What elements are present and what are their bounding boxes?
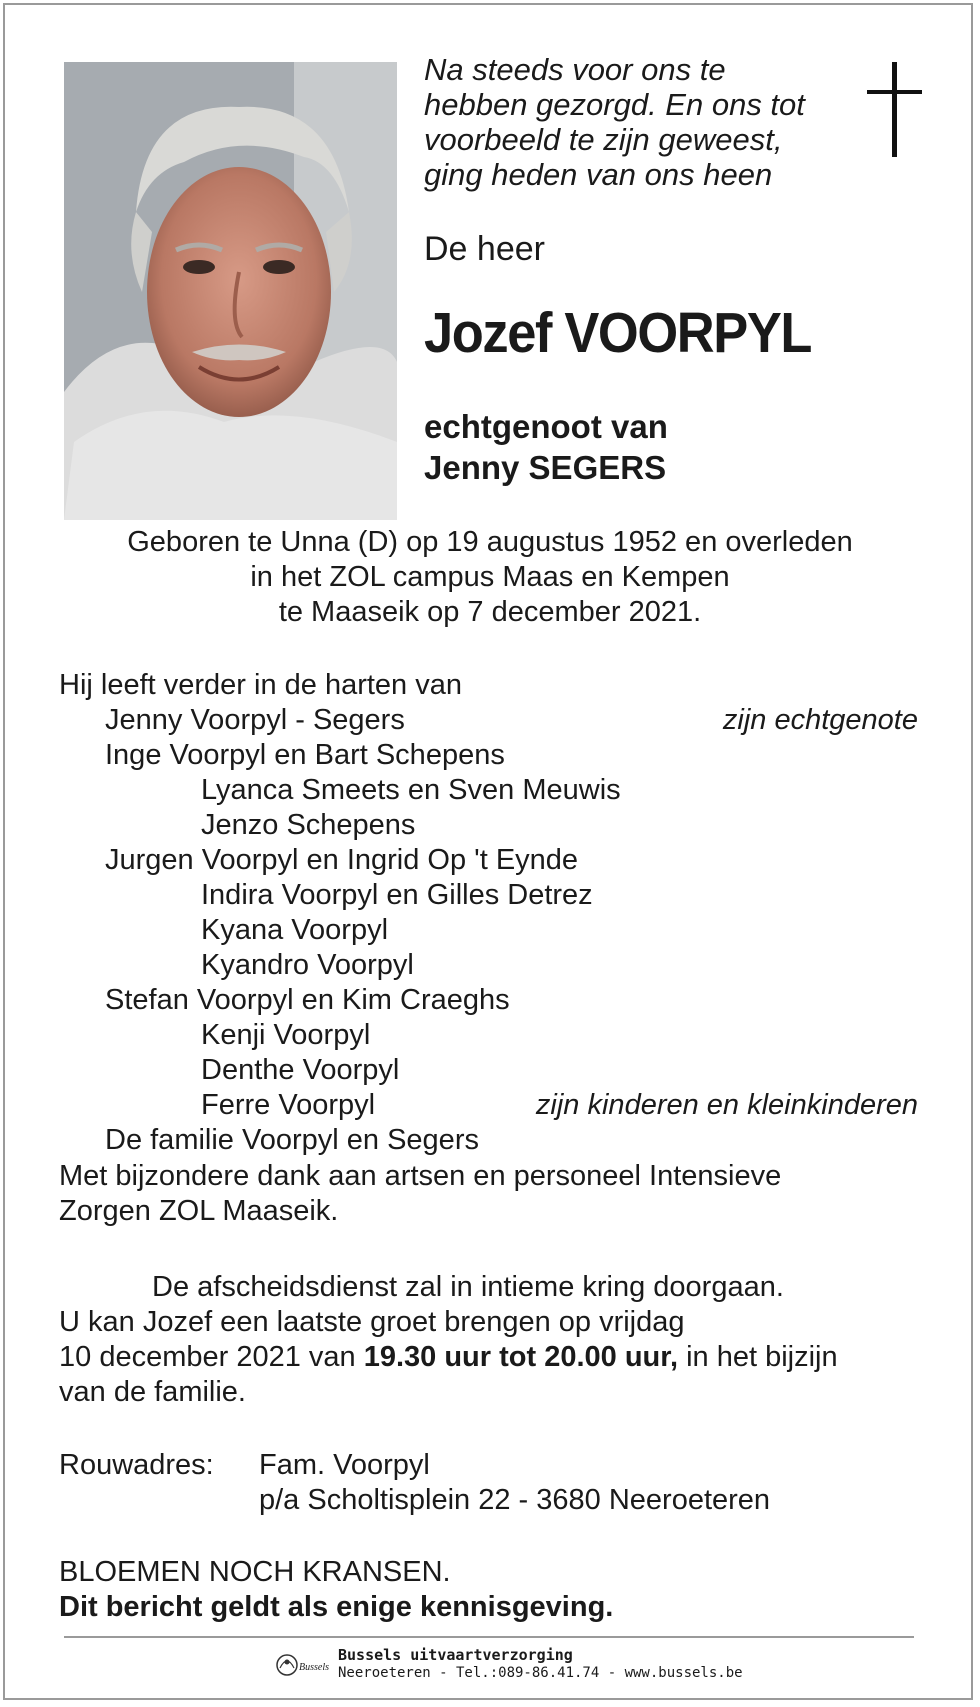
- heir-row: Indira Voorpyl en Gilles Detrez: [201, 879, 593, 911]
- heir-row: Inge Voorpyl en Bart Schepens: [105, 739, 505, 771]
- thanks-line: Zorgen ZOL Maaseik.: [59, 1195, 339, 1227]
- heir-row: Jurgen Voorpyl en Ingrid Op 't Eynde: [105, 844, 579, 876]
- intro-line: voorbeeld te zijn geweest,: [424, 122, 783, 157]
- service-date: 10 december 2021 van: [59, 1341, 364, 1373]
- spouse-name: Jenny SEGERS: [424, 449, 667, 486]
- birth-death-info: [0, 525, 980, 630]
- intro-line: ging heden van ons heen: [424, 157, 773, 192]
- heir-row: Jenzo Schepens: [201, 809, 416, 841]
- heirs-intro: Hij leeft verder in de harten van: [59, 669, 462, 701]
- heir-row: De familie Voorpyl en Segers: [105, 1124, 479, 1156]
- service-line-3: [59, 1340, 838, 1375]
- address-line-2: p/a Scholtisplein 22 - 3680 Neeroeteren: [259, 1484, 771, 1516]
- heir-row: Kyana Voorpyl: [201, 914, 389, 946]
- birth-death-line: te Maaseik op 7 december 2021.: [278, 596, 702, 628]
- heir-row: Denthe Voorpyl: [201, 1054, 400, 1086]
- footer-divider: [64, 1636, 914, 1638]
- no-flowers: BLOEMEN NOCH KRANSEN.: [59, 1556, 451, 1588]
- company-logo: [275, 1648, 329, 1682]
- salutation: De heer: [424, 230, 545, 268]
- intro-line: Na steeds voor ons te: [424, 52, 726, 87]
- intro-line: hebben gezorgd. En ons tot: [424, 87, 805, 122]
- heir-relation: zijn kinderen en kleinkinderen: [535, 1089, 918, 1121]
- service-time: 19.30 uur tot 20.00 uur,: [363, 1341, 679, 1373]
- address-label: Rouwadres:: [59, 1449, 214, 1481]
- company-logo-text: Bussels: [299, 1662, 329, 1673]
- heir-row: Lyanca Smeets en Sven Meuwis: [201, 774, 621, 806]
- notice: Dit bericht geldt als enige kennisgeving.: [59, 1591, 614, 1623]
- birth-death-line: Geboren te Unna (D) op 19 augustus 1952 en overleden: [127, 526, 853, 558]
- service-line-4: van de familie.: [59, 1376, 246, 1408]
- service-line-1: De afscheidsdienst zal in intieme kring doorgaan.: [152, 1271, 784, 1303]
- cross-icon-bar: [867, 90, 922, 94]
- heir-row: Kenji Voorpyl: [201, 1019, 371, 1051]
- heir-relation: zijn echtgenote: [722, 704, 918, 736]
- service-post: in het bijzijn: [678, 1341, 838, 1373]
- heir-row: Jenny Voorpyl - Segers: [105, 704, 405, 736]
- company-name: Bussels uitvaartverzorging: [338, 1646, 573, 1664]
- heir-row: Ferre Voorpyl: [201, 1089, 376, 1121]
- spouse-block: [424, 406, 668, 488]
- deceased-name: Jozef VOORPYL: [424, 301, 812, 365]
- thanks-text: [59, 1159, 781, 1229]
- portrait-photo: [64, 62, 397, 520]
- thanks-line: Met bijzondere dank aan artsen en personeel Intensieve: [59, 1160, 782, 1192]
- spouse-relation: echtgenoot van: [424, 408, 668, 445]
- address-line-1: Fam. Voorpyl: [259, 1449, 430, 1481]
- service-line-2: U kan Jozef een laatste groet brengen op vrijdag: [59, 1306, 685, 1338]
- heir-row: Kyandro Voorpyl: [201, 949, 414, 981]
- heir-row: Stefan Voorpyl en Kim Craeghs: [105, 984, 510, 1016]
- birth-death-line: in het ZOL campus Maas en Kempen: [250, 561, 730, 593]
- company-contact: Neeroeteren - Tel.:089-86.41.74 - www.bussels.be: [338, 1665, 743, 1681]
- cross-icon: [892, 62, 897, 157]
- intro-verse: [424, 52, 805, 192]
